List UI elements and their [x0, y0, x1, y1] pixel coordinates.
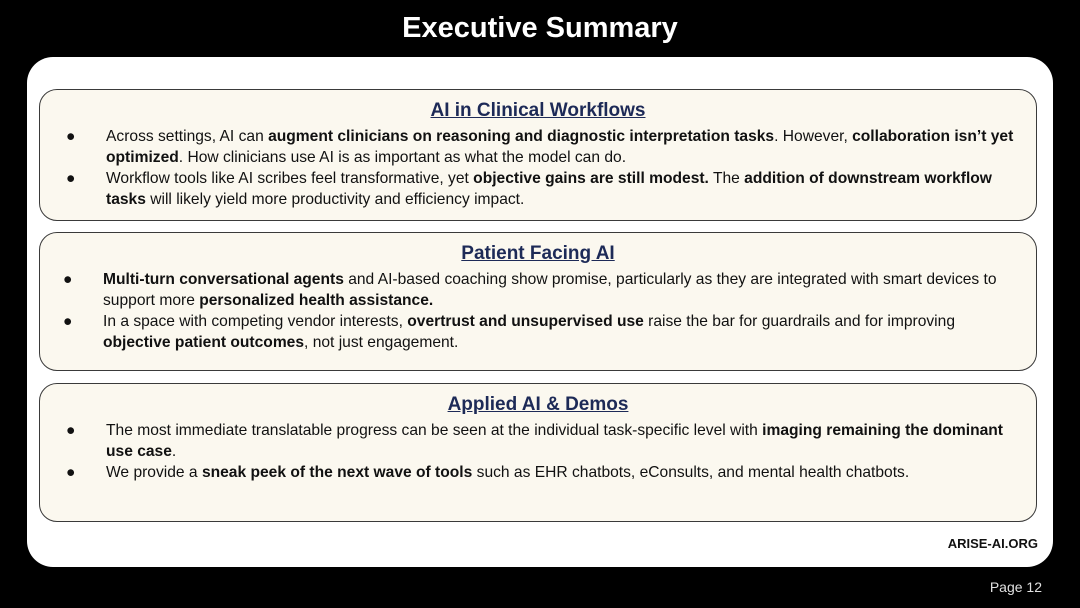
bullet-icon: ●	[63, 313, 73, 330]
bold-text: addition of downstream workflow tasks	[106, 170, 992, 208]
text-run: , not just engagement.	[304, 334, 459, 351]
bullet-text	[103, 313, 955, 351]
section-title: Patient Facing AI	[461, 243, 615, 264]
bullet-item	[40, 126, 1036, 168]
text-run: We provide a	[106, 464, 202, 481]
bullet-icon: ●	[66, 464, 76, 481]
text-run: and AI-based coaching show promise, particularly as they are integrated with smart devices to support more	[103, 271, 997, 309]
text-run: . How clinicians use AI is as important as what the model can do.	[178, 149, 627, 166]
section-clinical-workflows	[39, 89, 1037, 221]
bullet-item	[40, 311, 1036, 353]
bullet-text	[106, 128, 1013, 166]
section-applied-ai-demos	[39, 383, 1037, 522]
text-run: The most immediate translatable progress can be seen at the individual task-specific level with	[106, 422, 763, 439]
text-run: raise the bar for guardrails and for improving	[643, 313, 955, 330]
section-title: AI in Clinical Workflows	[430, 100, 646, 121]
bold-text: imaging remaining the dominant use case	[106, 422, 1003, 460]
bold-text: objective patient outcomes	[103, 334, 305, 351]
bullet-list	[40, 126, 1036, 210]
site-url: ARISE-AI.ORG	[947, 536, 1038, 551]
bullet-item	[40, 269, 1036, 311]
bullet-icon: ●	[66, 128, 76, 145]
bold-text: overtrust and unsupervised use	[407, 313, 644, 330]
bullet-list	[40, 269, 1036, 353]
bullet-item	[40, 420, 1036, 462]
text-run: .	[171, 443, 177, 460]
text-run: The	[708, 170, 745, 187]
bullet-text	[106, 170, 992, 208]
bullet-text	[106, 422, 1003, 460]
bullet-item	[40, 462, 1036, 483]
page-number: Page 12	[989, 579, 1042, 595]
bold-text: objective gains are still modest.	[473, 170, 709, 187]
bold-text: Multi-turn conversational agents	[103, 271, 344, 288]
bullet-item	[40, 168, 1036, 210]
text-run: will likely yield more productivity and efficiency impact.	[145, 191, 525, 208]
section-title: Applied AI & Demos	[447, 394, 629, 415]
bullet-text	[103, 271, 997, 309]
text-run: Across settings, AI can	[106, 128, 269, 145]
section-patient-facing-ai	[39, 232, 1037, 371]
bullet-icon: ●	[66, 422, 76, 439]
bullet-icon: ●	[66, 170, 76, 187]
bold-text: augment clinicians on reasoning and diagnostic interpretation tasks	[268, 128, 775, 145]
text-run: Workflow tools like AI scribes feel transformative, yet	[106, 170, 474, 187]
slide-title: Executive Summary	[402, 12, 678, 44]
bold-text: sneak peek of the next wave of tools	[201, 464, 473, 481]
text-run: . However,	[774, 128, 853, 145]
bullet-list	[40, 420, 1036, 483]
text-run: such as EHR chatbots, eConsults, and mental health chatbots.	[472, 464, 910, 481]
bold-text: collaboration isn’t yet optimized	[106, 128, 1014, 166]
content-card	[27, 57, 1053, 567]
text-run: In a space with competing vendor interests,	[103, 313, 408, 330]
bullet-icon: ●	[63, 271, 73, 288]
bullet-text	[106, 464, 909, 481]
bold-text: personalized health assistance.	[199, 292, 434, 309]
